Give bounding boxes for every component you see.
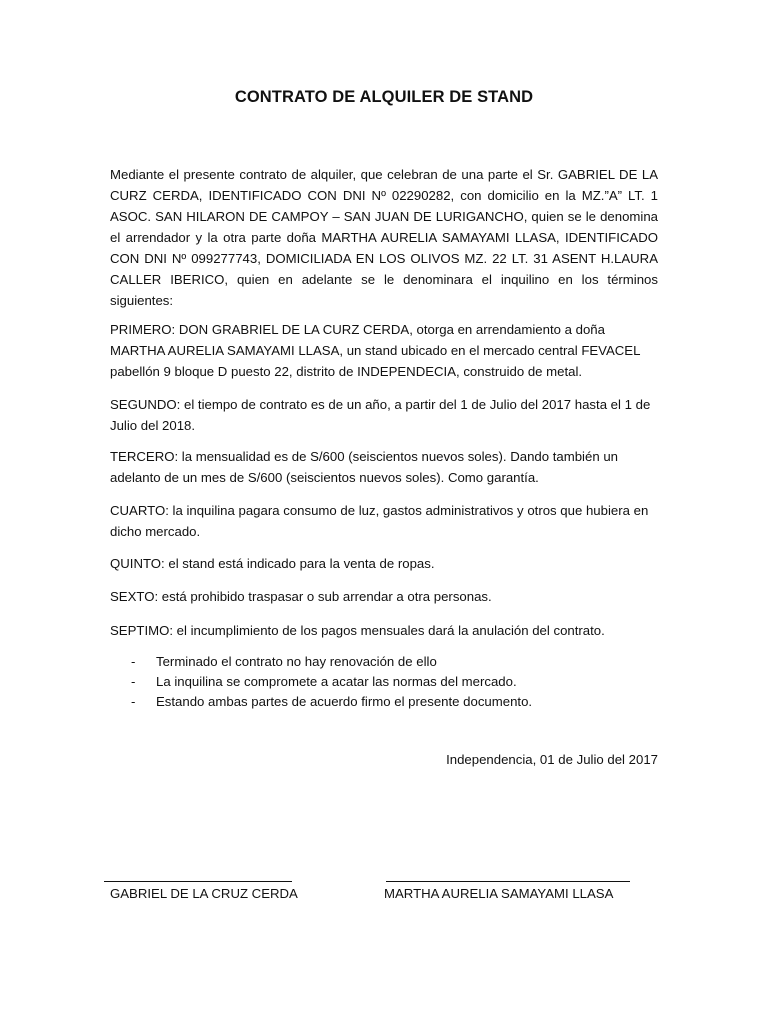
bullet-text: La inquilina se compromete a acatar las normas del mercado. <box>156 674 517 689</box>
document-title: CONTRATO DE ALQUILER DE STAND <box>234 88 534 106</box>
clause-septimo: SEPTIMO: el incumplimiento de los pagos mensuales dará la anulación del contrato. <box>110 623 605 638</box>
list-item <box>110 692 658 712</box>
bullet-dash: - <box>131 654 136 669</box>
clause-cuarto: CUARTO: la inquilina pagara consumo de luz, gastos administrativos y otros que hubiera en dicho mercado. <box>110 503 649 539</box>
intro-paragraph: Mediante el presente contrato de alquiler, que celebran de una parte el Sr. GABRIEL DE LA CURZ CERDA, IDENTIFICADO CON DNI Nº 02290282, con domicilio en la MZ.”A” LT. 1 ASOC. SAN HILARON DE CAMPOY – SAN JUAN DE LURIGANCHO, quien se le denomina el arrendador y la otra parte doña MARTHA AURELIA SAMAYAMI LLASA, IDENTIFICADO CON DNI Nº 099277743, DOMICILIADA EN LOS OLIVOS MZ. 22 LT. 31 ASENT H.LAURA CALLER IBERICO, quien en adelante se le denominara el inquilino en los términos siguientes: <box>110 167 658 308</box>
signature-line-inquilina <box>386 881 630 882</box>
bullet-dash: - <box>131 694 136 709</box>
place-and-date: Independencia, 01 de Julio del 2017 <box>446 752 658 767</box>
terms-bullet-list <box>110 652 658 712</box>
clause-tercero: TERCERO: la mensualidad es de S/600 (seiscientos nuevos soles). Dando también un adelanto de un mes de S/600 (seiscientos nuevos soles). Como garantía. <box>110 449 618 485</box>
signature-name-arrendador: GABRIEL DE LA CRUZ CERDA <box>110 886 298 901</box>
clause-quinto: QUINTO: el stand está indicado para la venta de ropas. <box>110 556 435 571</box>
clause-segundo: SEGUNDO: el tiempo de contrato es de un año, a partir del 1 de Julio del 2017 hasta el 1 de Julio del 2018. <box>110 397 651 433</box>
bullet-dash: - <box>131 674 136 689</box>
list-item <box>110 652 658 672</box>
bullet-text: Estando ambas partes de acuerdo firmo el presente documento. <box>156 694 533 709</box>
clause-primero: PRIMERO: DON GRABRIEL DE LA CURZ CERDA, otorga en arrendamiento a doña MARTHA AURELIA SAMAYAMI LLASA, un stand ubicado en el mercado central FEVACEL pabellón 9 bloque D puesto 22, distrito de INDEPENDECIA, construido de metal. <box>110 322 640 379</box>
clause-sexto: SEXTO: está prohibido traspasar o sub arrendar a otra personas. <box>110 589 492 604</box>
signature-line-arrendador <box>104 881 292 882</box>
list-item <box>110 672 658 692</box>
signature-name-inquilina: MARTHA AURELIA SAMAYAMI LLASA <box>384 886 614 901</box>
bullet-text: Terminado el contrato no hay renovación de ello <box>156 654 437 669</box>
